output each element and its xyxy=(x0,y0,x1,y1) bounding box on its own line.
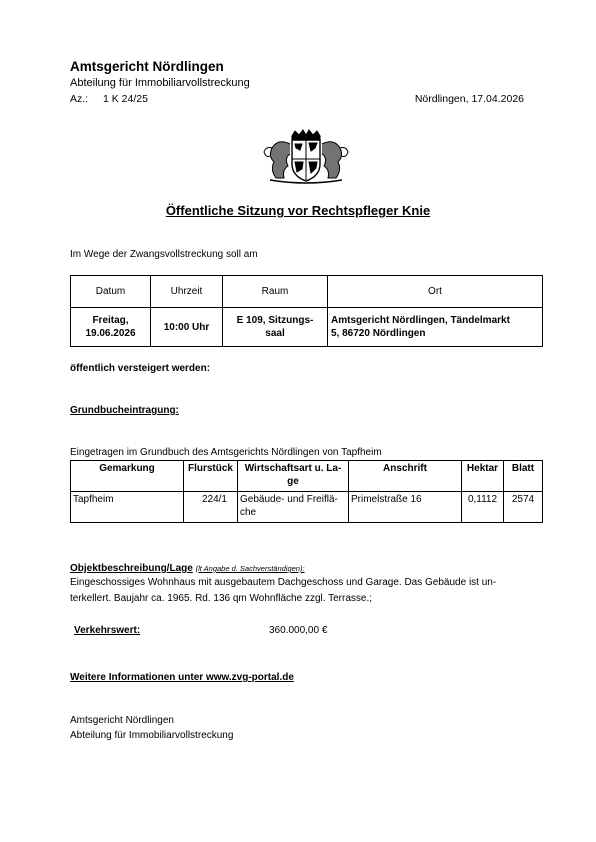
column-header: Uhrzeit xyxy=(151,276,223,308)
market-value: 360.000,00 € xyxy=(269,625,328,636)
auction-statement: öffentlich versteigert werden: xyxy=(70,363,211,374)
blatt-cell: 2574 xyxy=(504,492,543,523)
column-header: Datum xyxy=(71,276,151,308)
place-line: 5, 86720 Nördlingen xyxy=(331,328,426,339)
footer-court-name: Amtsgericht Nördlingen xyxy=(70,715,174,726)
appointment-time: 10:00 Uhr xyxy=(151,308,223,347)
appointment-row xyxy=(71,308,543,347)
room-line: E 109, Sitzungs- xyxy=(236,315,314,326)
appointment-date xyxy=(71,308,151,347)
place-line: Amtsgericht Nördlingen, Tändelmarkt xyxy=(331,315,510,326)
header-line: Wirtschaftsart u. La- xyxy=(244,463,342,474)
object-title-main: Objektbeschreibung/Lage xyxy=(70,563,193,574)
court-name: Amtsgericht Nördlingen xyxy=(70,59,224,74)
header-line: ge xyxy=(287,476,299,487)
description-line: Eingeschossiges Wohnhaus mit ausgebautem Dachgeschoss und Garage. Das Gebäude ist un- xyxy=(70,577,497,588)
flurstueck-cell: 224/1 xyxy=(184,492,238,523)
date-weekday: Freitag, xyxy=(92,315,129,326)
room-line: saal xyxy=(265,328,285,339)
department-name: Abteilung für Immobiliarvollstreckung xyxy=(70,77,250,89)
intro-text: Im Wege der Zwangsvollstreckung soll am xyxy=(70,249,258,260)
case-number-label: Az.: xyxy=(70,93,89,105)
column-header: Raum xyxy=(223,276,328,308)
column-header xyxy=(238,461,349,492)
column-header: Blatt xyxy=(504,461,543,492)
land-register-header-row xyxy=(71,461,543,492)
anschrift-cell: Primelstraße 16 xyxy=(349,492,462,523)
description-line: terkellert. Baujahr ca. 1965. Rd. 136 qm Wohnfläche zzgl. Terrasse.; xyxy=(70,593,373,604)
cell-line: Gebäude- und Freiflä- xyxy=(240,494,338,505)
column-header: Ort xyxy=(328,276,543,308)
column-header: Hektar xyxy=(462,461,504,492)
hektar-cell: 0,1112 xyxy=(462,492,504,523)
date-value: 19.06.2026 xyxy=(85,328,136,339)
object-description-title xyxy=(70,563,305,574)
appointment-table xyxy=(70,275,543,347)
more-info-link[interactable]: Weitere Informationen unter www.zvg-portal.de xyxy=(70,672,294,683)
place-date: Nördlingen, 17.04.2026 xyxy=(414,93,524,105)
land-register-table xyxy=(70,460,543,523)
appointment-room xyxy=(223,308,328,347)
market-value-label: Verkehrswert: xyxy=(74,625,141,636)
object-title-note: (lt Angabe d. Sachverständigen): xyxy=(195,564,305,573)
object-description xyxy=(70,575,543,607)
bavarian-coat-of-arms-icon xyxy=(262,128,350,184)
footer-department: Abteilung für Immobiliarvollstreckung xyxy=(70,730,234,741)
column-header: Flurstück xyxy=(184,461,238,492)
appointment-place xyxy=(328,308,543,347)
land-register-title: Grundbucheintragung: xyxy=(70,405,179,416)
land-register-text: Eingetragen im Grundbuch des Amtsgerichts Nördlingen von Tapfheim xyxy=(70,447,382,458)
page-title: Öffentliche Sitzung vor Rechtspfleger Knie xyxy=(165,203,431,218)
appointment-header-row xyxy=(71,276,543,308)
case-number: 1 K 24/25 xyxy=(103,93,148,105)
column-header: Gemarkung xyxy=(71,461,184,492)
table-row xyxy=(71,492,543,523)
wirtschaftsart-cell xyxy=(238,492,349,523)
column-header: Anschrift xyxy=(349,461,462,492)
gemarkung-cell: Tapfheim xyxy=(71,492,184,523)
cell-line: che xyxy=(240,507,257,518)
